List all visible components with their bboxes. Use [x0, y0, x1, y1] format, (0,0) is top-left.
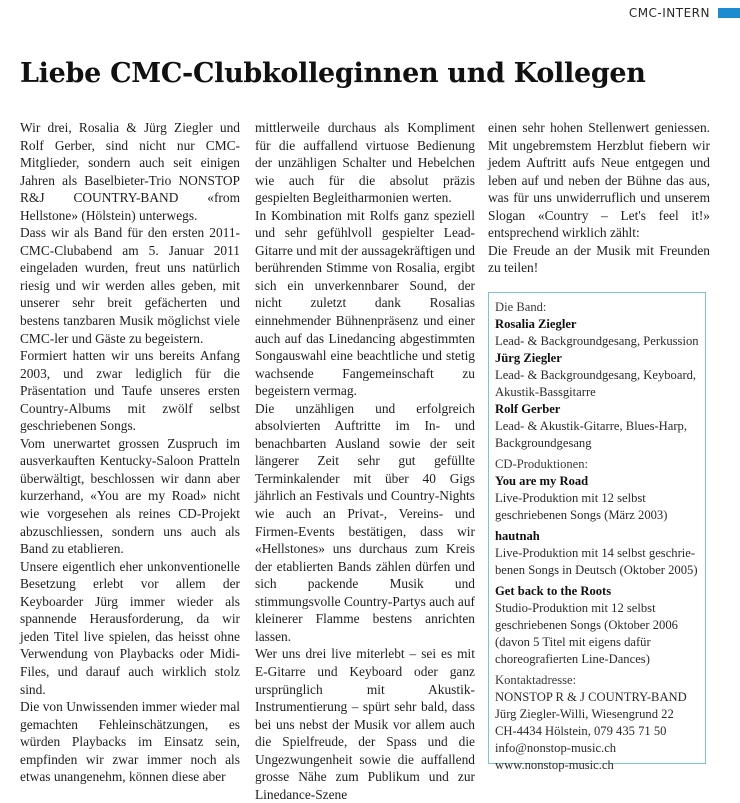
paragraph: Vom unerwartet grossen Zuspruch im ausverkauften Kentucky-Saloon Pratteln überwältigt, beschlossen wir dann aber kurzerhand, «You are my Road» nicht wie vorgesehen als reines CD-Projekt abzuschliessen, sondern uns auch als Band zu etablieren. — [20, 435, 240, 557]
contact-address: Jürg Ziegler-Willi, Wiesengrund 22 — [495, 707, 674, 721]
cd-description: Studio-Produktion mit 12 selbst — [495, 601, 656, 615]
band-members-section — [495, 299, 699, 452]
paragraph: Wer uns drei live miterlebt – sei es mit E-Gitarre und Keyboard oder ganz ursprünglich mit Akustik-Instrumentierung – spürt sehr bald, dass bei uns nebst der Musik vor allem auch die Spielfreude, der Spass und die Ungezwungenheit sowie die auffallend grosse Nähe zum Publikum und zur Linedance-Szene — [255, 646, 475, 802]
paragraph: Die Freude an der Musik mit Freunden zu teilen! — [488, 242, 710, 276]
cd-description: (davon 5 Titel mit eigens dafür — [495, 635, 651, 649]
paragraph: Die unzähligen und erfolgreich absolvierten Auftritte im In- und benachbarten Ausland sowie der seit längerer Zeit sehr gut gefüllte Terminkalender mit über 40 Gigs jährlich an Festivals und Country-Nights wie auch an Privat-, Vereins- und Firmen-Events bestätigen, dass wir «Hellstones» uns durchaus zum Kreis der etablierten Bands zählen dürfen und sich packende Musik und stimmungsvolle Country-Partys auch auf kleinerer Flamme bestens anrichten lassen. — [255, 400, 475, 644]
page-title: Liebe CMC-Clubkolleginnen und Kollegen — [20, 58, 646, 89]
cd-description: geschriebenen Songs (Oktober 2006 — [495, 618, 678, 632]
cd-label: CD-Produktionen: — [495, 457, 589, 471]
member-role: Akustik-Bassgitarre — [495, 385, 596, 399]
paragraph: mittlerweile durchaus als Kompliment für die auffallend virtuose Bedienung der unzähligen Schalter und Hebelchen wie auch für die absolut präzis gespielten Begleitharmonien werten. — [255, 120, 475, 206]
article-column-1 — [20, 119, 240, 786]
member-name: Rolf Gerber — [495, 402, 561, 416]
paragraph: Wir drei, Rosalia & Jürg Ziegler und Rolf Gerber, sind nicht nur CMC-Mitglieder, sondern auch seit einigen Jahren als Baselbieter-Trio NONSTOP R&J COUNTRY-BAND «from Hellstone» (Hölstein) unterwegs. — [20, 120, 240, 223]
contact-city-phone: CH-4434 Hölstein, 079 435 71 50 — [495, 724, 667, 738]
member-role: Lead- & Backgroundgesang, Perkussion — [495, 334, 699, 348]
member-name: Jürg Ziegler — [495, 351, 562, 365]
section-tag-label: CMC-INTERN — [628, 6, 710, 20]
paragraph: Unsere eigentlich eher unkonventionelle Besetzung erlebt vor allem der Keyboarder Jürg immer wieder als spannende Herausforderung, da wir jeden Titel live spielen, das heisst ohne Verwendung von Playbacks oder Midi-Files, und darauf auch wirklich stolz sind. — [20, 558, 240, 697]
member-role: Backgroundgesang — [495, 436, 592, 450]
paragraph: Formiert hatten wir uns bereits Anfang 2003, und zwar lediglich für die Präsentation und Taufe unseres ersten Country-Albums mit zwölf selbst geschriebenen Songs. — [20, 348, 240, 434]
member-role: Lead- & Backgroundgesang, Keyboard, — [495, 368, 697, 382]
member-role: Lead- & Akustik-Gitarre, Blues-Harp, — [495, 419, 687, 433]
paragraph: einen sehr hohen Stellenwert geniessen. Mit ungebremstem Herzblut fiebern wir jedem Auftritt aufs Neue entgegen und leben auf und neben der Bühne das aus, was für uns unwiderruflich und unserem Slogan «Country – Let's feel it!» entsprechend wirklich zählt: — [488, 120, 710, 241]
contact-website: www.nonstop-music.ch — [495, 758, 614, 772]
cd-description: Live-Produktion mit 12 selbst — [495, 491, 646, 505]
cd-title: hautnah — [495, 529, 540, 543]
cd-title: You are my Road — [495, 474, 589, 488]
band-info-box — [488, 292, 706, 772]
band-label: Die Band: — [495, 300, 547, 314]
cd-productions-section — [495, 456, 699, 524]
article-column-2 — [255, 119, 475, 803]
article-column-3 — [488, 119, 710, 277]
paragraph: Die von Unwissenden immer wieder mal gemachten Fehleinschätzungen, es würden Playbacks im Einsatz sein, empfinden wir zwar immer noch als etwas unangenehm, können diese aber — [20, 699, 240, 785]
cd-description: benen Songs in Deutsch (Oktober 2005) — [495, 563, 698, 577]
contact-section — [495, 672, 699, 774]
paragraph: Dass wir als Band für den ersten 2011-CMC-Clubabend am 5. Januar 2011 eingeladen wurden, freut uns natürlich riesig und wir werden alles geben, mit unserer sehr breit gefächerten und bestens tanzbaren Musik möglichst viele CMC-ler und Gäste zu begeistern. — [20, 225, 240, 346]
contact-band-name: NONSTOP R & J COUNTRY-BAND — [495, 690, 687, 704]
contact-label: Kontaktadresse: — [495, 673, 577, 687]
cd-item — [495, 528, 699, 579]
cd-description: Live-Produktion mit 14 selbst geschrie- — [495, 546, 696, 560]
section-tag — [629, 6, 740, 20]
cd-title: Get back to the Roots — [495, 584, 612, 598]
member-name: Rosalia Ziegler — [495, 317, 577, 331]
paragraph: In Kombination mit Rolfs ganz speziell und sehr gefühlvoll gespielter Lead-Gitarre und mit der aussagekräftigen und berührenden Stimme von Rosalia, ergibt sich ein unverkennbarer Sound, der nicht zuletzt dank Rosalias einnehmender Bühnenpräsenz und einer auch auf das Linedancing abgestimmten Songauswahl eine beachtliche und stetig wachsende Fangemeinschaft zu begeistern vermag. — [255, 207, 475, 399]
cd-item — [495, 583, 699, 668]
cd-description: geschriebenen Songs (März 2003) — [495, 508, 668, 522]
contact-email: info@nonstop-music.ch — [495, 741, 617, 755]
section-accent-bar — [718, 8, 740, 18]
cd-description: choreografierten Line-Dances) — [495, 652, 650, 666]
